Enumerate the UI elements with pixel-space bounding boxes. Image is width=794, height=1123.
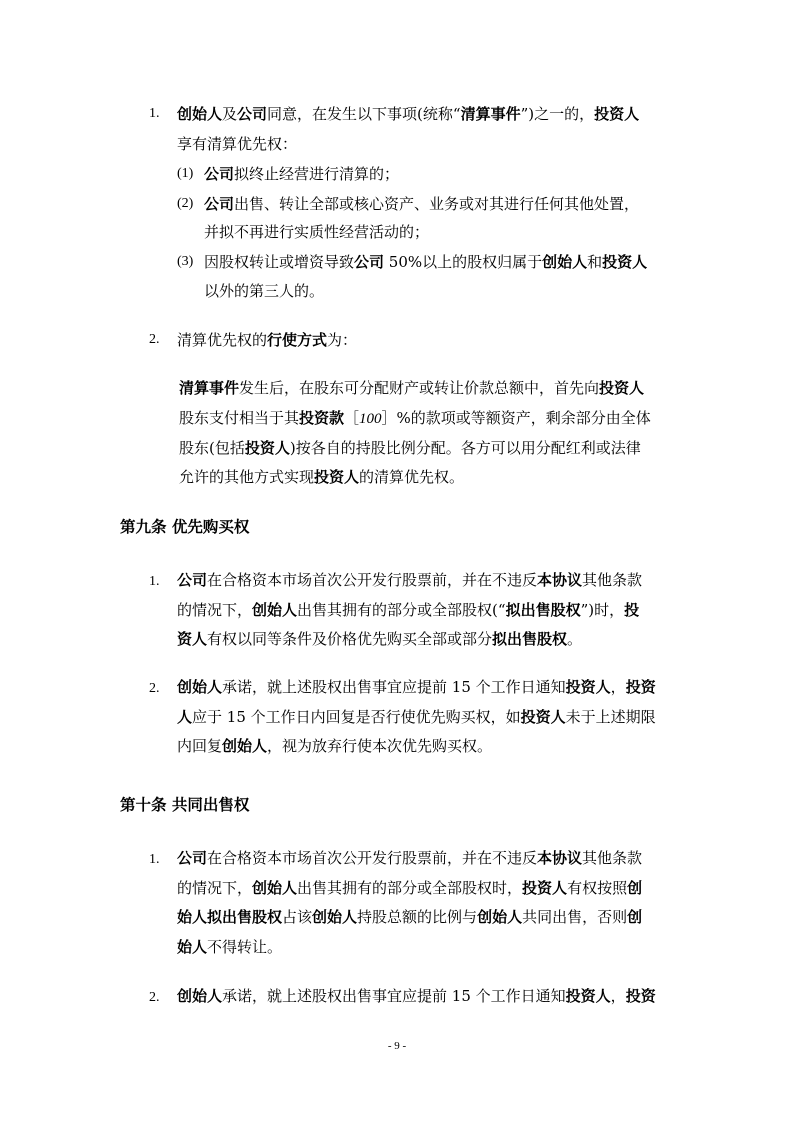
text-run: 同意，在发生以下事项(统称“ <box>267 105 461 123</box>
text-run: 出售其拥有的部分或全部股权(“ <box>297 601 506 619</box>
text-run: 其他条款 <box>582 849 643 867</box>
bold-term: 投资人 <box>602 253 648 271</box>
paragraph-line <box>177 629 582 649</box>
paragraph-line <box>177 330 357 350</box>
text-run: ， <box>610 987 626 1005</box>
bold-term: 投资人 <box>565 987 611 1005</box>
paragraph-line <box>177 986 656 1006</box>
paragraph-line <box>204 252 647 272</box>
text-run: 内回复 <box>177 737 223 755</box>
bold-term: 公司 <box>204 165 235 183</box>
bold-term: 创始人 <box>177 987 223 1005</box>
list-number: 2. <box>149 990 160 1005</box>
text-run: 50%以上的股权归属于 <box>384 253 543 271</box>
text-run: 未于上述期限 <box>565 708 656 726</box>
text-run: 并拟不再进行实质性经营活动的； <box>204 223 430 241</box>
text-run: 允许的其他方式实现 <box>179 468 315 486</box>
paragraph-line <box>204 281 324 301</box>
text-run: ［ <box>344 409 360 427</box>
bold-term: 拟出售股权 <box>492 630 568 648</box>
bold-term: 投资人 <box>599 379 645 397</box>
bold-term: 投资 <box>625 987 656 1005</box>
bold-term: 创始人 <box>312 908 358 926</box>
text-run: ”)之一的， <box>520 105 595 123</box>
text-run: 有权以同等条件及价格优先购买全部或部分 <box>207 630 493 648</box>
bold-term: 清算事件 <box>179 379 240 397</box>
bold-term: 创始人 <box>477 908 523 926</box>
bold-term: 公司 <box>177 571 208 589</box>
bold-term: 投资人 <box>520 708 566 726</box>
text-run: 和 <box>587 253 603 271</box>
article-heading: 第九条 优先购买权 <box>120 517 250 536</box>
text-run: 股东支付相当于其 <box>179 409 300 427</box>
text-run: ，视为放弃行使本次优先购买权。 <box>267 737 493 755</box>
bold-term: 创始人 <box>252 601 298 619</box>
bold-term: 投资款 <box>299 409 345 427</box>
paragraph-line <box>204 164 399 184</box>
paragraph-line <box>179 378 644 398</box>
page-number: - 9 - <box>387 1040 407 1052</box>
text-run: 应于 15 个工作日内回复是否行使优先购买权，如 <box>192 708 521 726</box>
text-run: 在合格资本市场首次公开发行股票前，并在不违反 <box>207 849 538 867</box>
paragraph-line <box>177 104 639 124</box>
bold-term: 创 <box>627 879 643 897</box>
bold-term: 投资人 <box>314 468 360 486</box>
bold-term: 投资人 <box>594 105 640 123</box>
bold-term: 行使方式 <box>267 331 328 349</box>
list-number: 1. <box>149 574 160 589</box>
paragraph-line <box>179 438 641 458</box>
bold-term: 创始人 <box>222 737 268 755</box>
bold-term: 清算事件 <box>460 105 521 123</box>
text-run: 及 <box>222 105 238 123</box>
paragraph-line <box>204 194 639 214</box>
text-run: ”)时， <box>580 601 625 619</box>
text-run: 享有清算优先权： <box>177 135 298 153</box>
bold-term: 投资人 <box>565 678 611 696</box>
bold-term: 创始人 <box>177 678 223 696</box>
bold-term: 资人 <box>177 630 208 648</box>
bold-term: 人 <box>177 708 193 726</box>
text-run: 出售其拥有的部分或全部股权时， <box>297 879 523 897</box>
paragraph-line <box>179 408 651 429</box>
bold-term: 本协议 <box>537 571 583 589</box>
text-run: 的清算优先权。 <box>359 468 465 486</box>
text-run: 100 <box>359 411 382 427</box>
bold-term: 创始人 <box>542 253 588 271</box>
paragraph-line <box>177 937 282 957</box>
paragraph-line <box>177 878 642 898</box>
text-run: 的情况下， <box>177 879 253 897</box>
bold-term: 创始人 <box>177 105 223 123</box>
paragraph-line <box>179 467 464 487</box>
bold-term: 公司 <box>177 849 208 867</box>
text-run: 清算优先权的 <box>177 331 268 349</box>
paragraph-line <box>177 848 642 868</box>
text-run: 。 <box>567 630 583 648</box>
paragraph-line <box>204 222 429 242</box>
text-run: 有权按照 <box>567 879 628 897</box>
text-run: 发生后，在股东可分配财产或转让价款总额中，首先向 <box>239 379 600 397</box>
text-run: 共同出售，否则 <box>522 908 628 926</box>
list-number: 1. <box>149 852 160 867</box>
text-run: )按各自的持股比例分配。各方可以用分配红利或法律 <box>289 439 641 457</box>
bold-term: 拟出售股权 <box>505 601 581 619</box>
text-run: 拟终止经营进行清算的； <box>234 165 400 183</box>
text-run: 因股权转让或增资导致 <box>204 253 355 271</box>
bold-term: 公司 <box>204 195 235 213</box>
text-run: 其他条款 <box>582 571 643 589</box>
paragraph-line <box>177 736 492 756</box>
bold-term: 创始人 <box>252 879 298 897</box>
sub-list-number: (1) <box>177 166 194 181</box>
text-run: 持股总额的比例与 <box>357 908 478 926</box>
text-run: 为： <box>327 331 358 349</box>
bold-term: 创 <box>627 908 643 926</box>
paragraph-line <box>177 677 656 697</box>
text-run: 出售、转让全部或核心资产、业务或对其进行任何其他处置， <box>234 195 640 213</box>
text-run: ， <box>610 678 626 696</box>
bold-term: 投 <box>624 601 640 619</box>
sub-list-number: (3) <box>177 254 194 269</box>
bold-term: 始人 <box>177 938 208 956</box>
list-number: 2. <box>149 332 160 347</box>
list-number: 1. <box>149 106 160 121</box>
text-run: 在合格资本市场首次公开发行股票前，并在不违反 <box>207 571 538 589</box>
bold-term: 公司 <box>354 253 385 271</box>
bold-term: 公司 <box>237 105 268 123</box>
text-run: 承诺，就上述股权出售事宜应提前 15 个工作日通知 <box>222 987 566 1005</box>
bold-term: 始人拟出售股权 <box>177 908 283 926</box>
text-run: 承诺，就上述股权出售事宜应提前 15 个工作日通知 <box>222 678 566 696</box>
article-heading: 第十条 共同出售权 <box>120 795 250 814</box>
paragraph-line <box>177 134 297 154</box>
text-run: 占该 <box>282 908 313 926</box>
text-run: 股东(包括 <box>179 439 245 457</box>
paragraph-line <box>177 570 642 590</box>
text-run: 以外的第三人的。 <box>204 282 325 300</box>
text-run: ］%的款项或等额资产，剩余部分由全体 <box>381 409 651 427</box>
text-run: 不得转让。 <box>207 938 283 956</box>
paragraph-line <box>177 600 639 620</box>
bold-term: 投资 <box>625 678 656 696</box>
sub-list-number: (2) <box>177 196 194 211</box>
bold-term: 投资人 <box>522 879 568 897</box>
text-run: 的情况下， <box>177 601 253 619</box>
paragraph-line <box>177 707 656 727</box>
paragraph-line <box>177 907 642 927</box>
bold-term: 投资人 <box>244 439 290 457</box>
bold-term: 本协议 <box>537 849 583 867</box>
list-number: 2. <box>149 681 160 696</box>
